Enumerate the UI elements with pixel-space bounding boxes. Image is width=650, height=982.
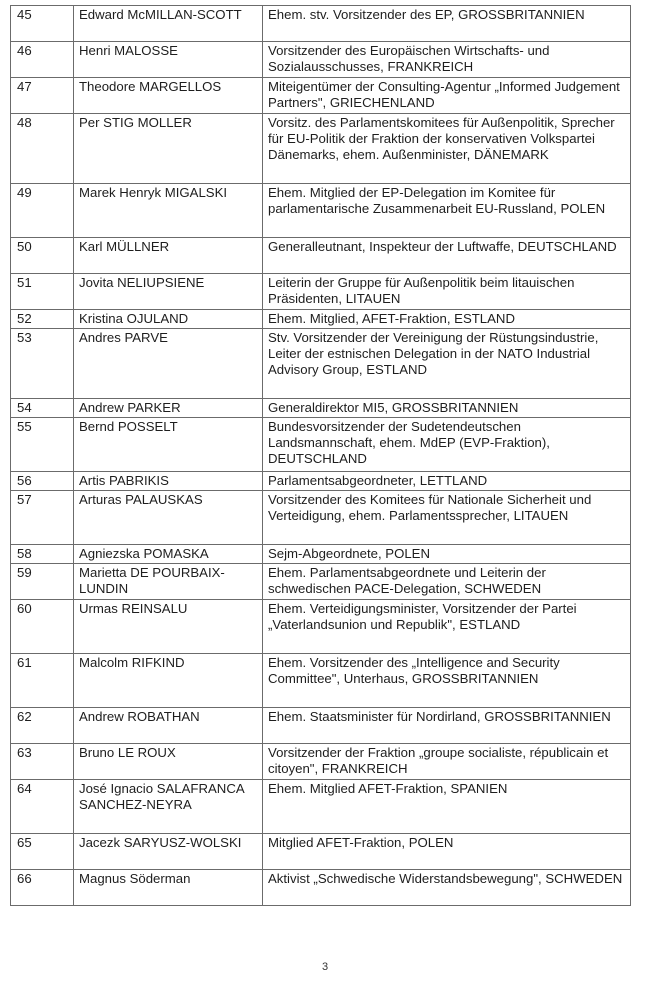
row-description: Ehem. Verteidigungsminister, Vorsitzender der Partei „Vaterlandsunion und Republik", ESTLAND <box>263 600 631 654</box>
row-number: 52 <box>11 310 74 329</box>
table-row <box>11 600 631 654</box>
table-row <box>11 399 631 418</box>
table-row <box>11 654 631 708</box>
row-description: Generalleutnant, Inspekteur der Luftwaffe, DEUTSCHLAND <box>263 238 631 274</box>
row-number: 58 <box>11 545 74 564</box>
members-table-body <box>11 6 631 906</box>
row-name: Bruno LE ROUX <box>74 744 263 780</box>
row-name: Edward McMILLAN-SCOTT <box>74 6 263 42</box>
row-description: Ehem. Mitglied der EP-Delegation im Komitee für parlamentarische Zusammenarbeit EU-Russland, POLEN <box>263 184 631 238</box>
table-row <box>11 744 631 780</box>
members-table-wrapper <box>10 5 630 906</box>
row-name: Theodore MARGELLOS <box>74 78 263 114</box>
row-number: 59 <box>11 564 74 600</box>
row-description: Ehem. Mitglied AFET-Fraktion, SPANIEN <box>263 780 631 834</box>
table-row <box>11 708 631 744</box>
row-name: Marek Henryk MIGALSKI <box>74 184 263 238</box>
row-name: Andres PARVE <box>74 329 263 399</box>
table-row <box>11 545 631 564</box>
row-name: Artis PABRIKIS <box>74 472 263 491</box>
table-row <box>11 6 631 42</box>
members-table <box>10 5 631 906</box>
row-number: 60 <box>11 600 74 654</box>
table-row <box>11 491 631 545</box>
row-number: 45 <box>11 6 74 42</box>
row-name: Per STIG MOLLER <box>74 114 263 184</box>
row-description: Ehem. Staatsminister für Nordirland, GROSSBRITANNIEN <box>263 708 631 744</box>
table-row <box>11 310 631 329</box>
row-number: 61 <box>11 654 74 708</box>
table-row <box>11 184 631 238</box>
table-row <box>11 418 631 472</box>
table-row <box>11 472 631 491</box>
row-number: 50 <box>11 238 74 274</box>
row-description: Parlamentsabgeordneter, LETTLAND <box>263 472 631 491</box>
row-description: Vorsitzender des Komitees für Nationale Sicherheit und Verteidigung, ehem. Parlamentssprecher, LITAUEN <box>263 491 631 545</box>
row-number: 57 <box>11 491 74 545</box>
row-number: 54 <box>11 399 74 418</box>
table-row <box>11 780 631 834</box>
row-description: Miteigentümer der Consulting-Agentur „Informed Judgement Partners", GRIECHENLAND <box>263 78 631 114</box>
table-row <box>11 870 631 906</box>
row-number: 62 <box>11 708 74 744</box>
row-description: Generaldirektor MI5, GROSSBRITANNIEN <box>263 399 631 418</box>
row-description: Ehem. Mitglied, AFET-Fraktion, ESTLAND <box>263 310 631 329</box>
row-number: 46 <box>11 42 74 78</box>
row-number: 56 <box>11 472 74 491</box>
row-number: 63 <box>11 744 74 780</box>
row-description: Mitglied AFET-Fraktion, POLEN <box>263 834 631 870</box>
table-row <box>11 78 631 114</box>
row-description: Aktivist „Schwedische Widerstandsbewegung", SCHWEDEN <box>263 870 631 906</box>
row-name: Jovita NELIUPSIENE <box>74 274 263 310</box>
row-number: 49 <box>11 184 74 238</box>
row-name: Arturas PALAUSKAS <box>74 491 263 545</box>
row-name: Bernd POSSELT <box>74 418 263 472</box>
table-row <box>11 564 631 600</box>
row-name: Magnus Söderman <box>74 870 263 906</box>
table-row <box>11 329 631 399</box>
row-number: 51 <box>11 274 74 310</box>
row-name: Kristina OJULAND <box>74 310 263 329</box>
page-number: 3 <box>321 961 329 973</box>
row-description: Stv. Vorsitzender der Vereinigung der Rüstungsindustrie, Leiter der estnischen Delegation in der NATO Industrial Advisory Group, ESTLAND <box>263 329 631 399</box>
row-description: Ehem. Vorsitzender des „Intelligence and Security Committee", Unterhaus, GROSSBRITANNIEN <box>263 654 631 708</box>
row-name: Karl MÜLLNER <box>74 238 263 274</box>
row-name: Urmas REINSALU <box>74 600 263 654</box>
row-number: 64 <box>11 780 74 834</box>
row-description: Sejm-Abgeordnete, POLEN <box>263 545 631 564</box>
row-name: Jacezk SARYUSZ-WOLSKI <box>74 834 263 870</box>
row-description: Ehem. Parlamentsabgeordnete und Leiterin der schwedischen PACE-Delegation, SCHWEDEN <box>263 564 631 600</box>
row-description: Leiterin der Gruppe für Außenpolitik beim litauischen Präsidenten, LITAUEN <box>263 274 631 310</box>
row-name: José Ignacio SALAFRANCA SANCHEZ-NEYRA <box>74 780 263 834</box>
row-number: 65 <box>11 834 74 870</box>
row-number: 66 <box>11 870 74 906</box>
row-description: Ehem. stv. Vorsitzender des EP, GROSSBRITANNIEN <box>263 6 631 42</box>
row-number: 53 <box>11 329 74 399</box>
row-name: Andrew PARKER <box>74 399 263 418</box>
row-name: Marietta DE POURBAIX-LUNDIN <box>74 564 263 600</box>
table-row <box>11 114 631 184</box>
table-row <box>11 42 631 78</box>
row-description: Vorsitzender der Fraktion „groupe socialiste, républicain et citoyen", FRANKREICH <box>263 744 631 780</box>
row-number: 48 <box>11 114 74 184</box>
row-name: Malcolm RIFKIND <box>74 654 263 708</box>
table-row <box>11 834 631 870</box>
row-description: Bundesvorsitzender der Sudetendeutschen Landsmannschaft, ehem. MdEP (EVP-Fraktion), DEUTSCHLAND <box>263 418 631 472</box>
row-number: 55 <box>11 418 74 472</box>
row-name: Henri MALOSSE <box>74 42 263 78</box>
table-row <box>11 238 631 274</box>
row-number: 47 <box>11 78 74 114</box>
row-name: Andrew ROBATHAN <box>74 708 263 744</box>
row-name: Agniezska POMASKA <box>74 545 263 564</box>
table-row <box>11 274 631 310</box>
row-description: Vorsitzender des Europäischen Wirtschafts- und Sozialausschusses, FRANKREICH <box>263 42 631 78</box>
row-description: Vorsitz. des Parlamentskomitees für Außenpolitik, Sprecher für EU-Politik der Fraktion der konservativen Volkspartei Dänemarks, ehem. Außenminister, DÄNEMARK <box>263 114 631 184</box>
